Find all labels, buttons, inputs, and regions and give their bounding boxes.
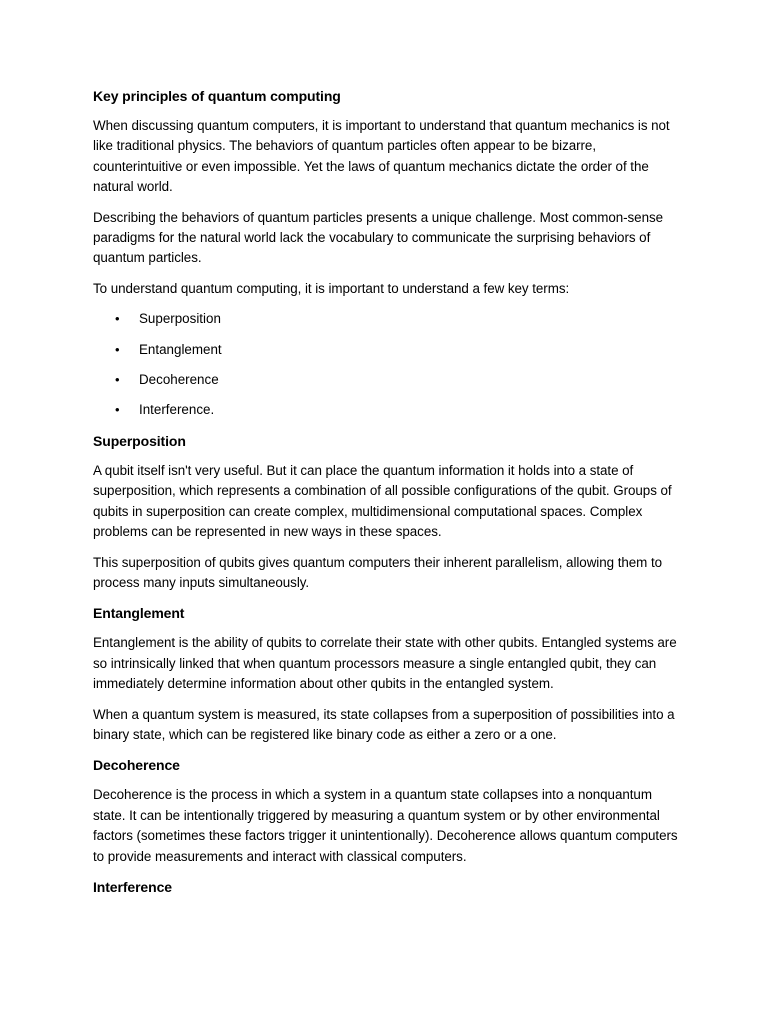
list-item-label: Decoherence bbox=[139, 372, 219, 388]
section-paragraph: When a quantum system is measured, its state collapses from a superposition of possibilities into a binary state, which can be registered like binary code as either a zero or a one. bbox=[93, 706, 675, 742]
section-paragraph: Decoherence is the process in which a system in a quantum state collapses into a nonquantum state. It can be intentionally triggered by measuring a quantum system or by other environmental factors (sometimes these factors trigger it unintentionally). Decoherence allows quantum computers to provide measurements and interact with classical computers. bbox=[93, 787, 678, 864]
intro-paragraph: Describing the behaviors of quantum particles presents a unique challenge. Most common-sense paradigms for the natural world lack the vocabulary to communicate the surprising behaviors of quantum particles. bbox=[93, 209, 664, 266]
list-item bbox=[93, 340, 678, 360]
bullet-icon: • bbox=[115, 311, 120, 327]
document-page bbox=[93, 86, 678, 907]
list-item bbox=[93, 370, 678, 390]
section-heading-decoherence: Decoherence bbox=[93, 757, 180, 774]
section-heading-superposition: Superposition bbox=[93, 432, 186, 449]
intro-paragraph: To understand quantum computing, it is important to understand a few key terms: bbox=[93, 280, 570, 296]
section-heading-entanglement: Entanglement bbox=[93, 605, 185, 622]
section-paragraph: Entanglement is the ability of qubits to correlate their state with other qubits. Entangled systems are so intrinsically linked that when quantum processors measure a single entangled qubit, they can immediately determine information about other qubits in the entangled system. bbox=[93, 635, 677, 692]
list-item-label: Superposition bbox=[139, 311, 221, 327]
list-item-label: Interference. bbox=[139, 402, 215, 418]
bullet-icon: • bbox=[115, 402, 120, 418]
document-title: Key principles of quantum computing bbox=[93, 88, 341, 104]
list-item bbox=[93, 309, 678, 329]
bullet-icon: • bbox=[115, 341, 120, 357]
intro-paragraph: When discussing quantum computers, it is important to understand that quantum mechanics is not like traditional physics. The behaviors of quantum particles often appear to be bizarre, counterintuitive or even impossible. Yet the laws of quantum mechanics dictate the order of the natural world. bbox=[93, 118, 670, 195]
list-item bbox=[93, 400, 678, 420]
section-heading-interference: Interference bbox=[93, 878, 172, 895]
section-paragraph: A qubit itself isn't very useful. But it can place the quantum information it holds into a state of superposition, which represents a combination of all possible configurations of the qubit. Groups of qubits in superposition can create complex, multidimensional computational spaces. Complex problems can be represented in new ways in these spaces. bbox=[93, 462, 672, 540]
section-paragraph: This superposition of qubits gives quantum computers their inherent parallelism, allowing them to process many inputs simultaneously. bbox=[93, 554, 663, 590]
key-terms-list bbox=[93, 309, 678, 421]
list-item-label: Entanglement bbox=[139, 341, 222, 357]
bullet-icon: • bbox=[115, 372, 120, 388]
